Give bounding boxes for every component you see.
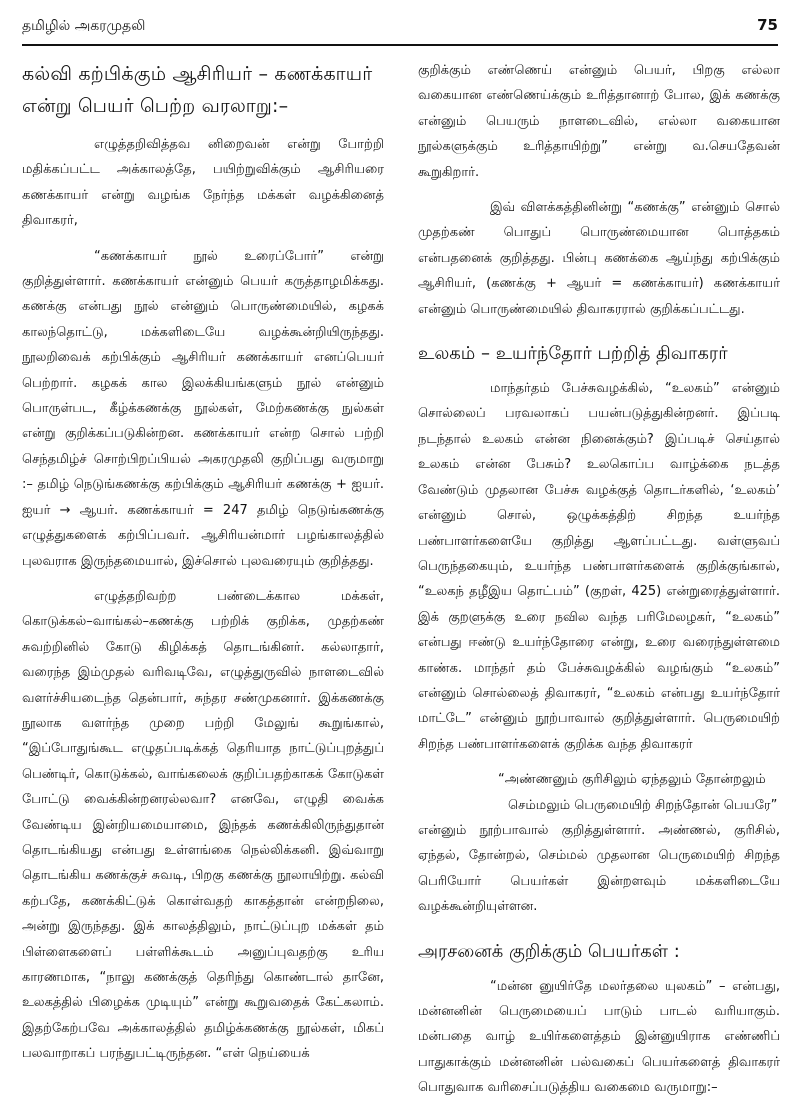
paragraph: இவ் விளக்கத்தினின்று “கணக்கு” என்னும் சொல் முதற்கண் பொதுப் பொருண்மையான பொத்தகம் என்பதனைக் குறித்தது. பின்பு கணக்கை ஆய்ந்து கற்பிக்கும் ஆசிரியர், (கணக்கு + ஆயர் = கணக்காயர்) கணக்காயர் என்னும் பொருண்மையில் திவாகரரால் குறிக்கப்பட்டது.	[418, 200, 780, 317]
page-header	[22, 12, 778, 46]
paragraph: “கணக்காயர் நூல் உரைப்போர்” என்று குறித்துள்ளார். கணக்காயர் என்னும் பெயர் கருத்தாழமிக்கது. கணக்கு என்பது நூல் என்னும் பொருண்மையில், கழகக் காலந்தொட்டு, மக்களிடையே வழக்கூன்றியிருந்தது. நூலறிவைக் கற்பிக்கும் ஆசிரியர் கணக்காயர் எனப்பெயர் பெற்றார். கழகக் கால இலக்கியங்களும் நூல் என்னும் பொருள்பட, கீழ்க்கணக்கு நூல்கள், மேற்கணக்கு நுல்கள் என்று குறிக்கப்படுகின்றன. கணக்காயர் என்ற சொல் பற்றி செந்தமிழ்ச் சொற்பிறப்பியல் அகரமுதலி குறிப்பது வருமாறு :– தமிழ் நெடுங்கணக்கு கற்பிக்கும் ஆசிரியர் கணக்கு + ஐயர். ஐயர் → ஆயர். கணக்காயர் = 247 தமிழ் நெடுங்கணக்கு எழுத்துகளைக் கற்பிப்பவர். ஆசிரியன்மார் பழங்காலத்தில் புலவராக இருந்தமையால், இச்சொல் புலவரையும் குறித்தது.	[22, 248, 384, 569]
paragraph: குறிக்கும் எண்ணெய் என்னும் பெயர், பிறகு எல்லா வகையான எண்ணெய்க்கும் உரித்தானாற் போல, இக் கணக்கு என்னும் பெயரும் நாளடைவில், எல்லா வகையான நூல்களுக்கும் உரித்தாயிற்று” என்று வ.செயதேவன் கூறுகிறார்.	[418, 63, 780, 180]
section-heading-kanakkaayar: கல்வி கற்பிக்கும் ஆசிரியர் – கணக்காயர் என்று பெயர் பெற்ற வரலாறு:–	[22, 63, 373, 117]
left-column	[22, 58, 384, 1077]
page-number: 75	[757, 16, 778, 34]
header-rule	[22, 44, 778, 46]
verse-line: செம்மலும் பெருமையிற் சிறந்தோன் பெயரே”	[508, 797, 778, 813]
section-heading-arasan: அரசனைக் குறிக்கும் பெயர்கள் :	[418, 940, 680, 962]
paragraph: எழுத்தறிவித்தவ னிறைவன் என்று போற்றி மதிக்கப்பட்ட அக்காலத்தே, பயிற்றுவிக்கும் ஆசிரியரை கணக்காயர் என்று வழங்க நேர்ந்த மக்கள் வழக்கினைத் திவாகரர்,	[22, 137, 384, 229]
paragraph: என்னும் நூற்பாவால் குறித்துள்ளார். அண்ணல், குரிசில், ஏந்தல், தோன்றல், செம்மல் முதலான பெருமையிற் சிறந்த பெரியோர் பெயர்கள் இன்றளவும் மக்களிடையே வழக்கூன்றியுள்ளன.	[418, 822, 780, 915]
right-column	[418, 58, 780, 1111]
running-title: தமிழில் அகரமுதலி	[22, 18, 146, 34]
verse-line: “அண்ணனும் குரிசிலும் ஏந்தலும் தோன்றலும்	[498, 772, 766, 788]
paragraph: மாந்தர்தம் பேச்சுவழக்கில், “உலகம்” என்னும் சொல்லைப் பரவலாகப் பயன்படுத்துகின்றனர். இப்படி நடந்தால் உலகம் என்ன நினைக்கும்? இப்படிச் செய்தால் உலகம் என்ன பேசும்? உலகொப்ப வாழ்க்கை நடத்த வேண்டும் முதலான பேச்சு வழக்குத் தொடர்களில், ‘உலகம்’ என்னும் சொல், ஒழுக்கத்திற் சிறந்த உயர்ந்த பண்பாளர்களையே குறித்து ஆளப்பட்டது. வள்ளுவப் பெருந்தகையும், உயர்ந்த பண்பாளர்களைக் குறிக்குங்கால், “உலகந் தழீஇய தொட்பம்” (குறள், 425) என்றுரைத்துள்ளார். இக் குறளுக்கு உரை நவில வந்த பரிமேலழகர், “உலகம்” என்பது ஈண்டு உயர்ந்தோரை என்று, உரை வரைந்துள்ளமை காண்க. மாந்தர் தம் பேச்சுவழக்கில் வழங்கும் “உலகம்” என்னும் சொல்லைத் திவாகரர், “உலகம் என்பது உயர்ந்தோர் மாட்டே” என்னும் நூற்பாவால் குறித்துள்ளார். பெருமையிற் சிறந்த பண்பாளர்களைக் குறிக்க வந்த திவாகரர்	[418, 381, 780, 752]
verse-quote	[418, 767, 780, 818]
section-heading-ulagam: உலகம் – உயர்ந்தோர் பற்றித் திவாகரர்	[418, 343, 728, 365]
paragraph: “மன்ன னுயிர்தே மலர்தலை யுலகம்” – என்பது, மன்னனின் பெருமையைப் பாடும் பாடல் வரியாகும். மன்பதை வாழ் உயிர்களைத்தம் இன்னுயிராக எண்ணிப் பாதுகாக்கும் மன்னனின் பல்வகைப் பெயர்களைத் திவாகரர் பொதுவாக வரிசைப்படுத்திய வகைமை வருமாறு:–	[418, 978, 780, 1096]
paragraph: எழுத்தறிவற்ற பண்டைக்கால மக்கள், கொடுக்கல்–வாங்கல்–கணக்கு பற்றிக் குறிக்க, முதற்கண் சுவற்றினில் கோடு கிழிக்கத் தொடங்கினர். கல்லாதார், வரைந்த இம்முதல் வரிவடிவே, எழுத்துருவில் நாளடைவில் வளர்ச்சியடைந்த தென்பார், சுந்தர சண்முகனார். இக்கணக்கு நூலாக வளர்ந்த முறை பற்றி மேலுங் கூறுங்கால், “இப்போதுங்கூட எழுதப்படிக்கத் தெரியாத நாட்டுப்புறத்துப் பெண்டிர், கொடுக்கல், வாங்கலைக் குறிப்பதற்காகக் கோடுகள் போட்டு வைக்கின்றனரல்லவா? எனவே, எழுதி வைக்க வேண்டிய இன்றியமையாமை, இந்தக் கணக்கிலிருந்துதான் தொடங்கியது என்பது உள்ளங்கை நெல்லிக்கனி. இவ்வாறு தொடங்கிய கணக்குச் சுவடி, பிறகு கணக்கு நூலாயிற்று. கல்வி கற்பதே, கணக்கிட்டுக் கொள்வதற் காகத்தான் என்றநிலை, அன்று இருந்தது. இக் காலத்திலும், நாட்டுப்புற மக்கள் தம் பிள்ளைகளைப் பள்ளிக்கூடம் அனுப்புவதற்கு உரிய காரணமாக, “நாலு கணக்குத் தெரிந்து கொண்டால் தானே, உலகத்தில் பிழைக்க முடியும்” என்று கூறுவதைக் கேட்கலாம். இதற்கேற்பவே அக்காலத்தில் தமிழ்க்கணக்கு நூல்கள், மிகப் பலவாறாகப் பரந்துபட்டிருந்தன. “எள் நெய்யைக்	[22, 588, 384, 1062]
